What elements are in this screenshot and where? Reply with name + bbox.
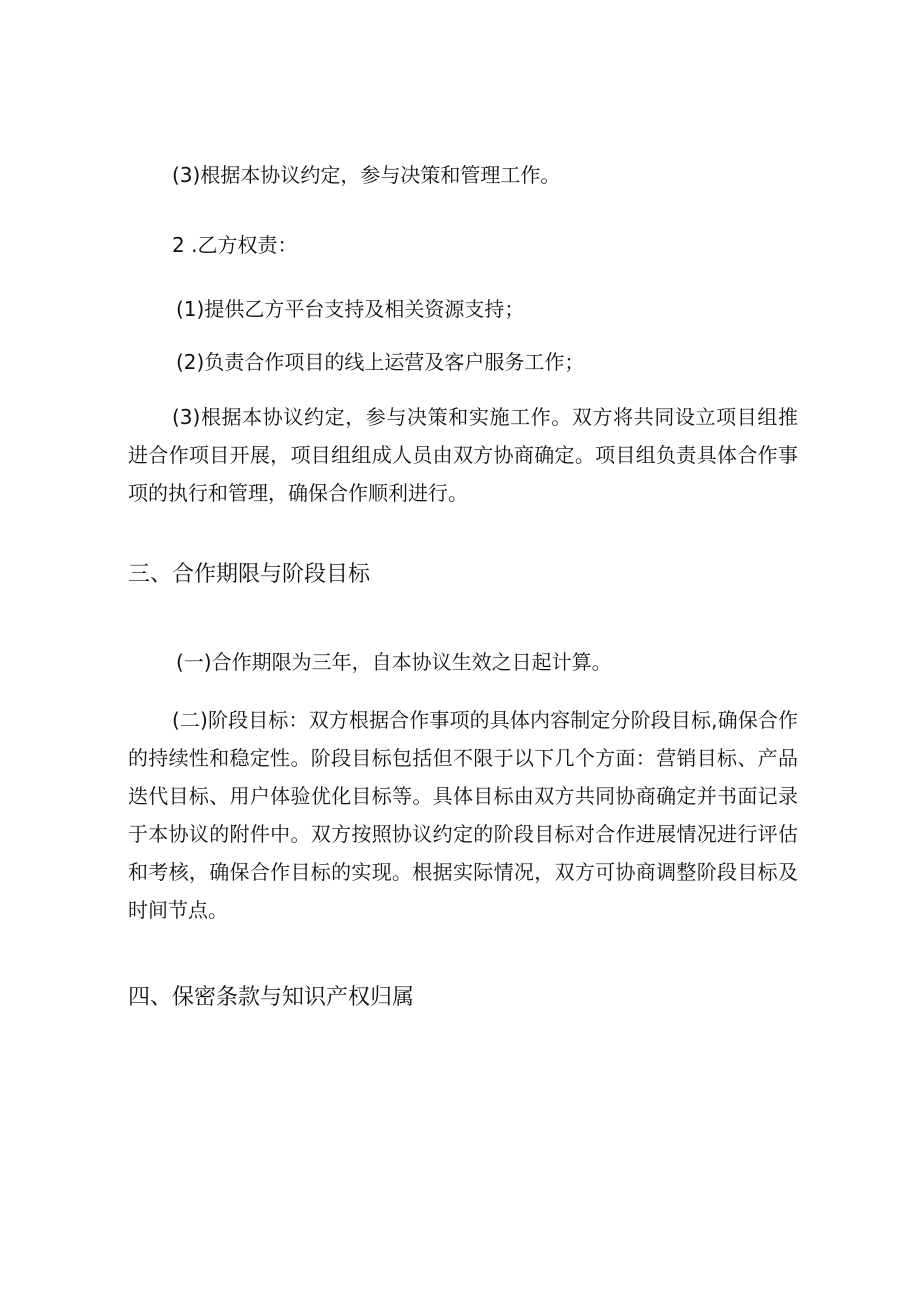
party-b-heading: 2 .乙方权责： <box>172 233 298 257</box>
party-b-item-1: (1)提供乙方平台支持及相关资源支持； <box>176 297 525 321</box>
party-b-item-2: (2)负责合作项目的线上运营及客户服务工作； <box>176 350 585 374</box>
section-4-heading: 四、保密条款与知识产权归属 <box>128 985 415 1010</box>
party-b-item-3: (3)根据本协议约定，参与决策和实施工作。双方将共同设立项目组推进合作项目开展，项目组组成人员由双方协商确定。项目组负责具体合作事项的执行和管理，确保合作顺利进行。 <box>128 405 798 505</box>
section-3-item-1: (一)合作期限为三年，自本协议生效之日起计算。 <box>176 650 612 674</box>
party-a-item-3: (3)根据本协议约定，参与决策和管理工作。 <box>172 163 561 187</box>
section-3-heading: 三、合作期限与阶段目标 <box>128 562 371 587</box>
section-3-item-2: (二)阶段目标：双方根据合作事项的具体内容制定分阶段目标,确保合作的持续性和稳定性。阶段目标包括但不限于以下几个方面：营销目标、产品迭代目标、用户体验优化目标等。具体目标由双方共同协商确定并书面记录于本协议的附件中。双方按照协议约定的阶段目标对合作进展情况进行评估和考核，确保合作目标的实现。根据实际情况，双方可协商调整阶段目标及时间节点。 <box>128 708 798 922</box>
